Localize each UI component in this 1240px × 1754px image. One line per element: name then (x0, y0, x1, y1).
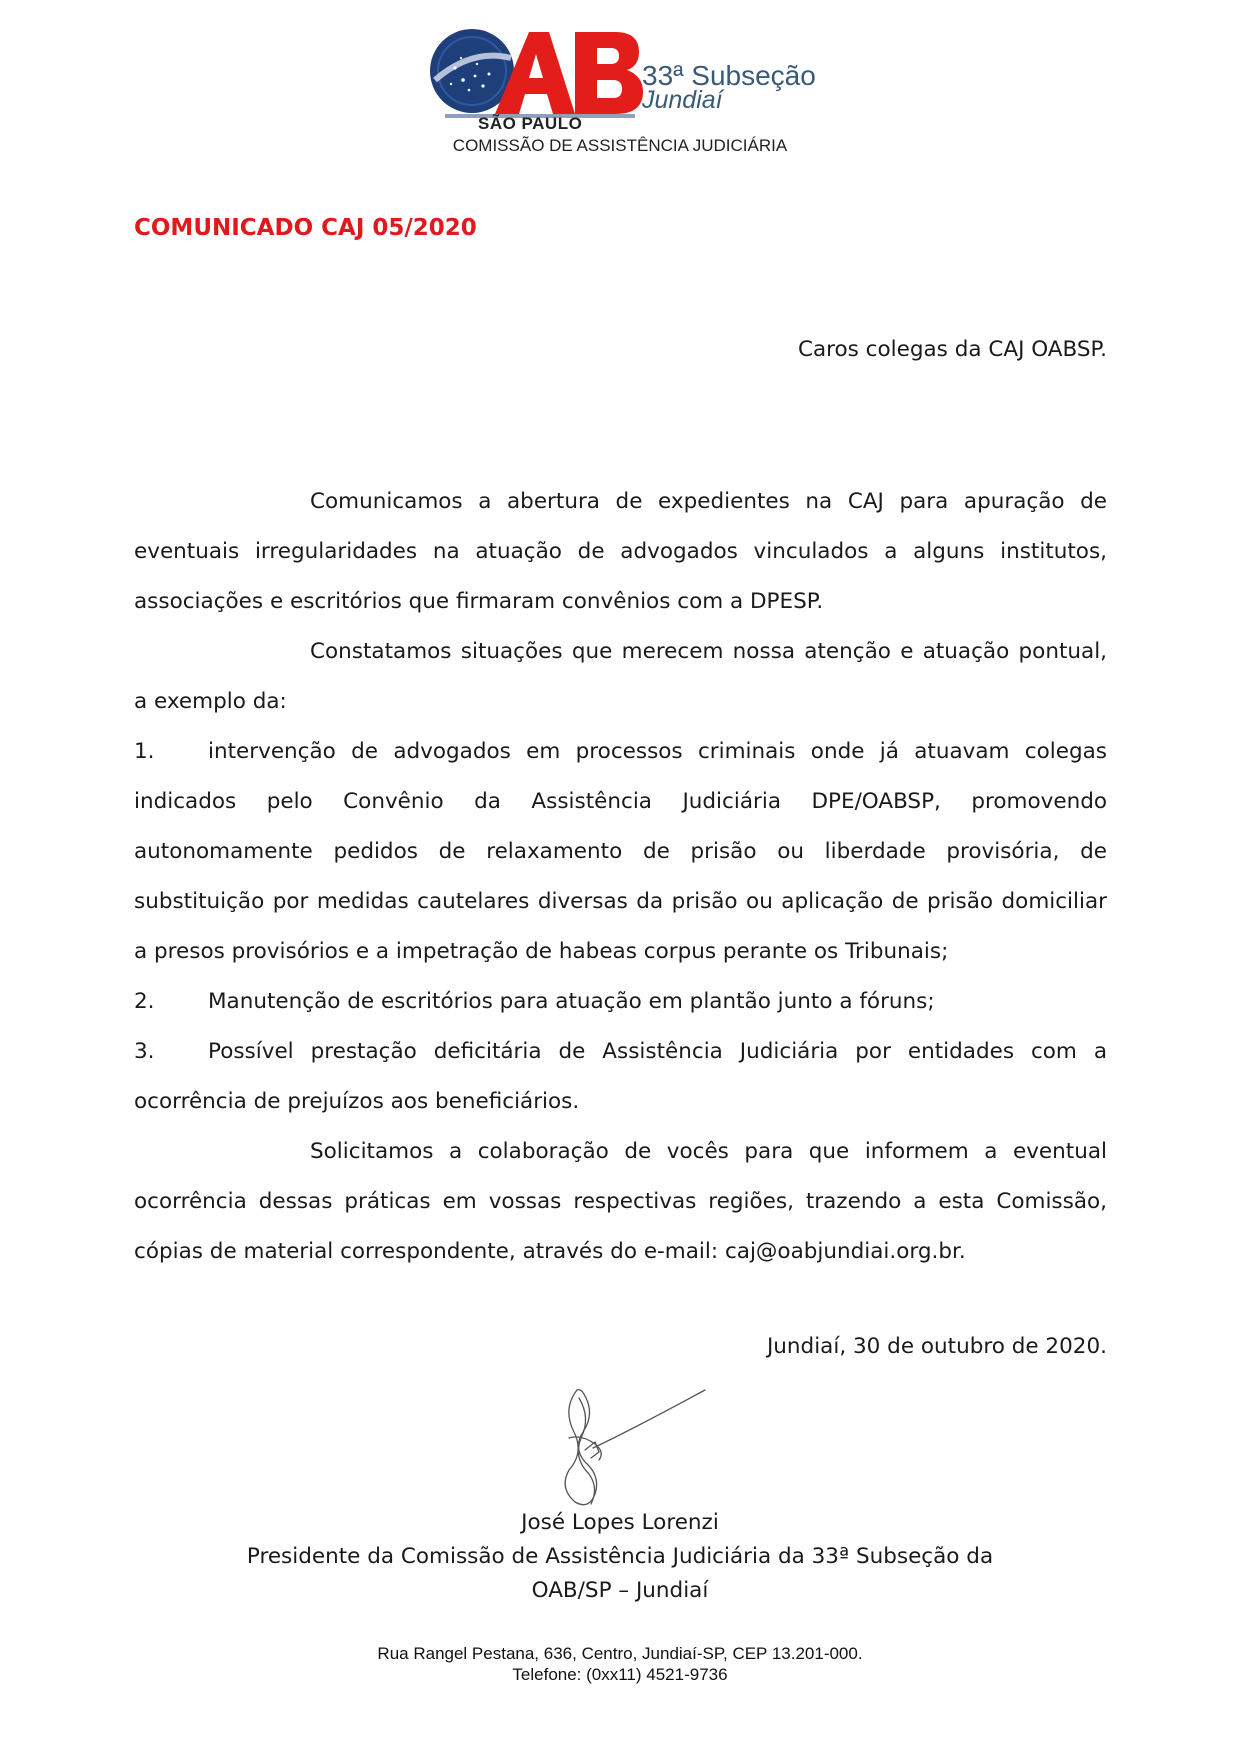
document-title: COMUNICADO CAJ 05/2020 (134, 215, 477, 241)
paragraph-2: Constatamos situações que merecem nossa atenção e atuação pontual, a exemplo da: (134, 639, 1107, 714)
signer-name: José Lopes Lorenzi (521, 1510, 719, 1535)
salutation: Caros colegas da CAJ OABSP. (797, 337, 1107, 362)
paragraph-3: Solicitamos a colaboração de vocês para que informem a eventual ocorrência dessas práticas em vossas respectivas regiões, trazendo a esta Comissão, cópias de material correspondente, através do e-mail: caj@oabjundiai.org.br. (134, 1139, 1107, 1264)
state-label: SÃO PAULO (478, 114, 583, 133)
list-item-number: 3. (134, 1039, 155, 1064)
signature-image (555, 1378, 715, 1518)
subsection-label: 33ª Subseção (642, 60, 816, 91)
list-item-text: Manutenção de escritórios para atuação em plantão junto a fóruns; (208, 989, 935, 1014)
list-item (134, 977, 1107, 1027)
letter-body (134, 477, 1107, 1277)
date-line: Jundiaí, 30 de outubro de 2020. (766, 1334, 1107, 1359)
city-label: Jundiaí (642, 86, 723, 114)
signer-role: Presidente da Comissão de Assistência Judiciária da 33ª Subseção da (246, 1544, 994, 1569)
list-item-text: Possível prestação deficitária de Assistência Judiciária por entidades com a ocorrência de prejuízos aos beneficiários. (134, 1039, 1107, 1114)
commission-heading: COMISSÃO DE ASSISTÊNCIA JUDICIÁRIA (452, 136, 788, 155)
footer-phone: Telefone: (0xx11) 4521-9736 (512, 1665, 728, 1684)
signer-role-continued: OAB/SP – Jundiaí (531, 1578, 709, 1603)
list-item (134, 1027, 1107, 1127)
list-item-number: 1. (134, 739, 155, 764)
list-item-number: 2. (134, 989, 155, 1014)
paragraph-1: Comunicamos a abertura de expedientes na CAJ para apuração de eventuais irregularidades na atuação de advogados vinculados a alguns institutos, associações e escritórios que firmaram convênios com a DPESP. (134, 489, 1107, 614)
list-item-text: intervenção de advogados em processos criminais onde já atuavam colegas indicados pelo Convênio da Assistência Judiciária DPE/OABSP, promovendo autonomamente pedidos de relaxamento de prisão ou liberdade provisória, de substituição por medidas cautelares diversas da prisão ou aplicação de prisão domiciliar a presos provisórios e a impetração de habeas corpus perante os Tribunais; (134, 739, 1107, 964)
list-item (134, 727, 1107, 977)
footer-address: Rua Rangel Pestana, 636, Centro, Jundiaí-SP, CEP 13.201-000. (377, 1644, 863, 1663)
